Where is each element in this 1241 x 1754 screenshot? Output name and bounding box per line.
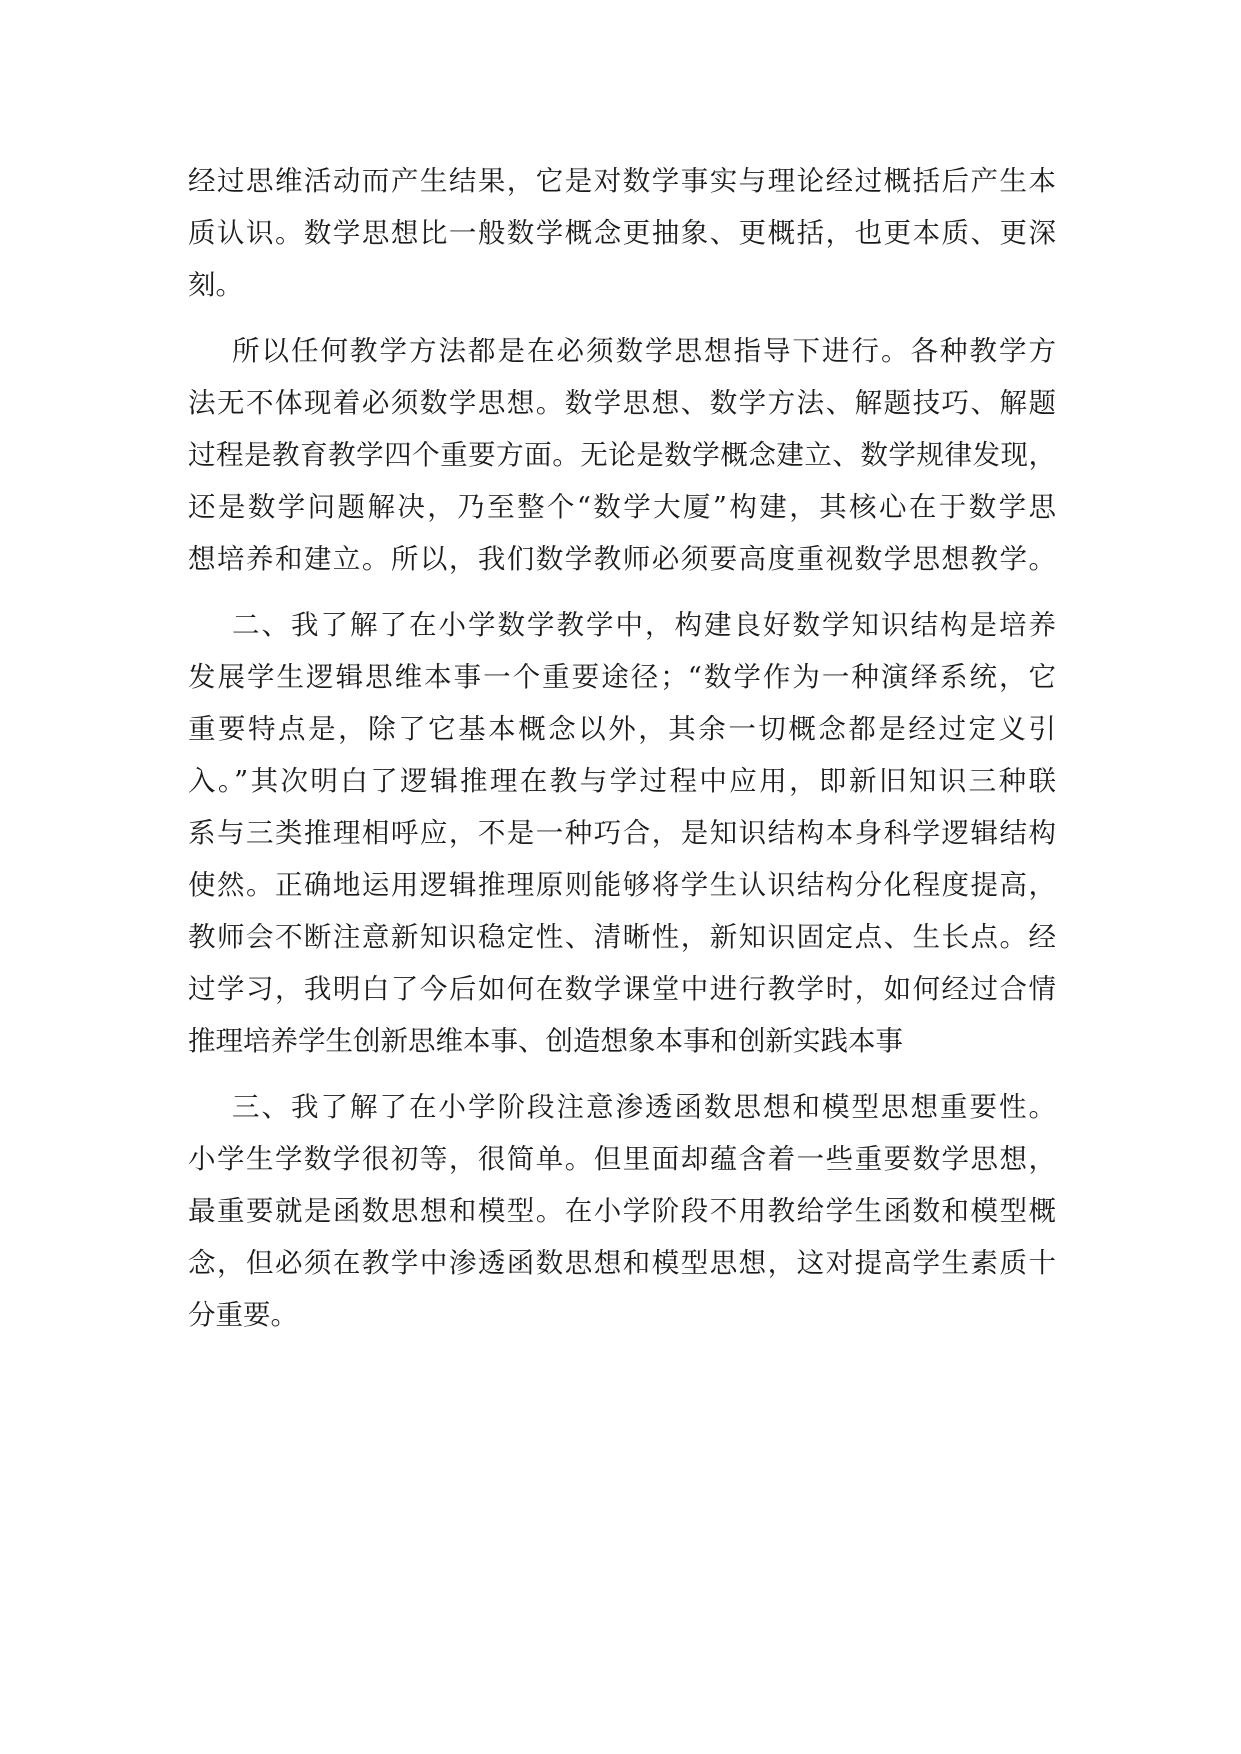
paragraph-spacer xyxy=(188,311,1056,325)
paragraph-4 xyxy=(188,1081,1056,1341)
paragraph-line: 最重要就是函数思想和模型。在小学阶段不用教给学生函数和模型概 xyxy=(188,1195,1056,1227)
paragraph-line: 三、我了解了在小学阶段注意渗透函数思想和模型思想重要性。 xyxy=(232,1091,1056,1123)
paragraph-line: 推理培养学生创新思维本事、创造想象本事和创新实践本事 xyxy=(188,1025,903,1057)
paragraph-line: 经过思维活动而产生结果，它是对数学事实与理论经过概括后产生本 xyxy=(188,165,1056,197)
document-body xyxy=(188,155,1056,1341)
paragraph-line: 所以任何教学方法都是在必须数学思想指导下进行。各种教学方 xyxy=(232,335,1056,367)
paragraph-line: 使然。正确地运用逻辑推理原则能够将学生认识结构分化程度提高， xyxy=(188,869,1056,901)
paragraph-spacer xyxy=(188,1067,1056,1081)
paragraph-line: 发展学生逻辑思维本事一个重要途径；“数学作为一种演绎系统，它 xyxy=(188,661,1056,693)
paragraph-2 xyxy=(188,325,1056,585)
paragraph-line: 法无不体现着必须数学思想。数学思想、数学方法、解题技巧、解题 xyxy=(188,387,1056,419)
paragraph-line: 过学习，我明白了今后如何在数学课堂中进行教学时，如何经过合情 xyxy=(188,973,1056,1005)
paragraph-line: 重要特点是，除了它基本概念以外，其余一切概念都是经过定义引 xyxy=(188,713,1056,745)
paragraph-line: 教师会不断注意新知识稳定性、清晰性，新知识固定点、生长点。经 xyxy=(188,921,1056,953)
paragraph-line: 二、我了解了在小学数学教学中，构建良好数学知识结构是培养 xyxy=(232,609,1056,641)
paragraph-line: 还是数学问题解决，乃至整个“数学大厦”构建，其核心在于数学思 xyxy=(188,491,1056,523)
paragraph-line: 入。”其次明白了逻辑推理在教与学过程中应用，即新旧知识三种联 xyxy=(188,765,1056,797)
paragraph-3 xyxy=(188,599,1056,1067)
paragraph-line: 念，但必须在教学中渗透函数思想和模型思想，这对提高学生素质十 xyxy=(188,1247,1056,1279)
paragraph-line: 系与三类推理相呼应，不是一种巧合，是知识结构本身科学逻辑结构 xyxy=(188,817,1056,849)
paragraph-line: 刻。 xyxy=(188,269,243,301)
paragraph-line: 小学生学数学很初等，很简单。但里面却蕴含着一些重要数学思想， xyxy=(188,1143,1056,1175)
paragraph-line: 想培养和建立。所以，我们数学教师必须要高度重视数学思想教学。 xyxy=(188,543,1056,575)
paragraph-spacer xyxy=(188,585,1056,599)
paragraph-1 xyxy=(188,155,1056,311)
paragraph-line: 分重要。 xyxy=(188,1299,298,1331)
paragraph-line: 过程是教育教学四个重要方面。无论是数学概念建立、数学规律发现， xyxy=(188,439,1056,471)
paragraph-line: 质认识。数学思想比一般数学概念更抽象、更概括，也更本质、更深 xyxy=(188,217,1056,249)
